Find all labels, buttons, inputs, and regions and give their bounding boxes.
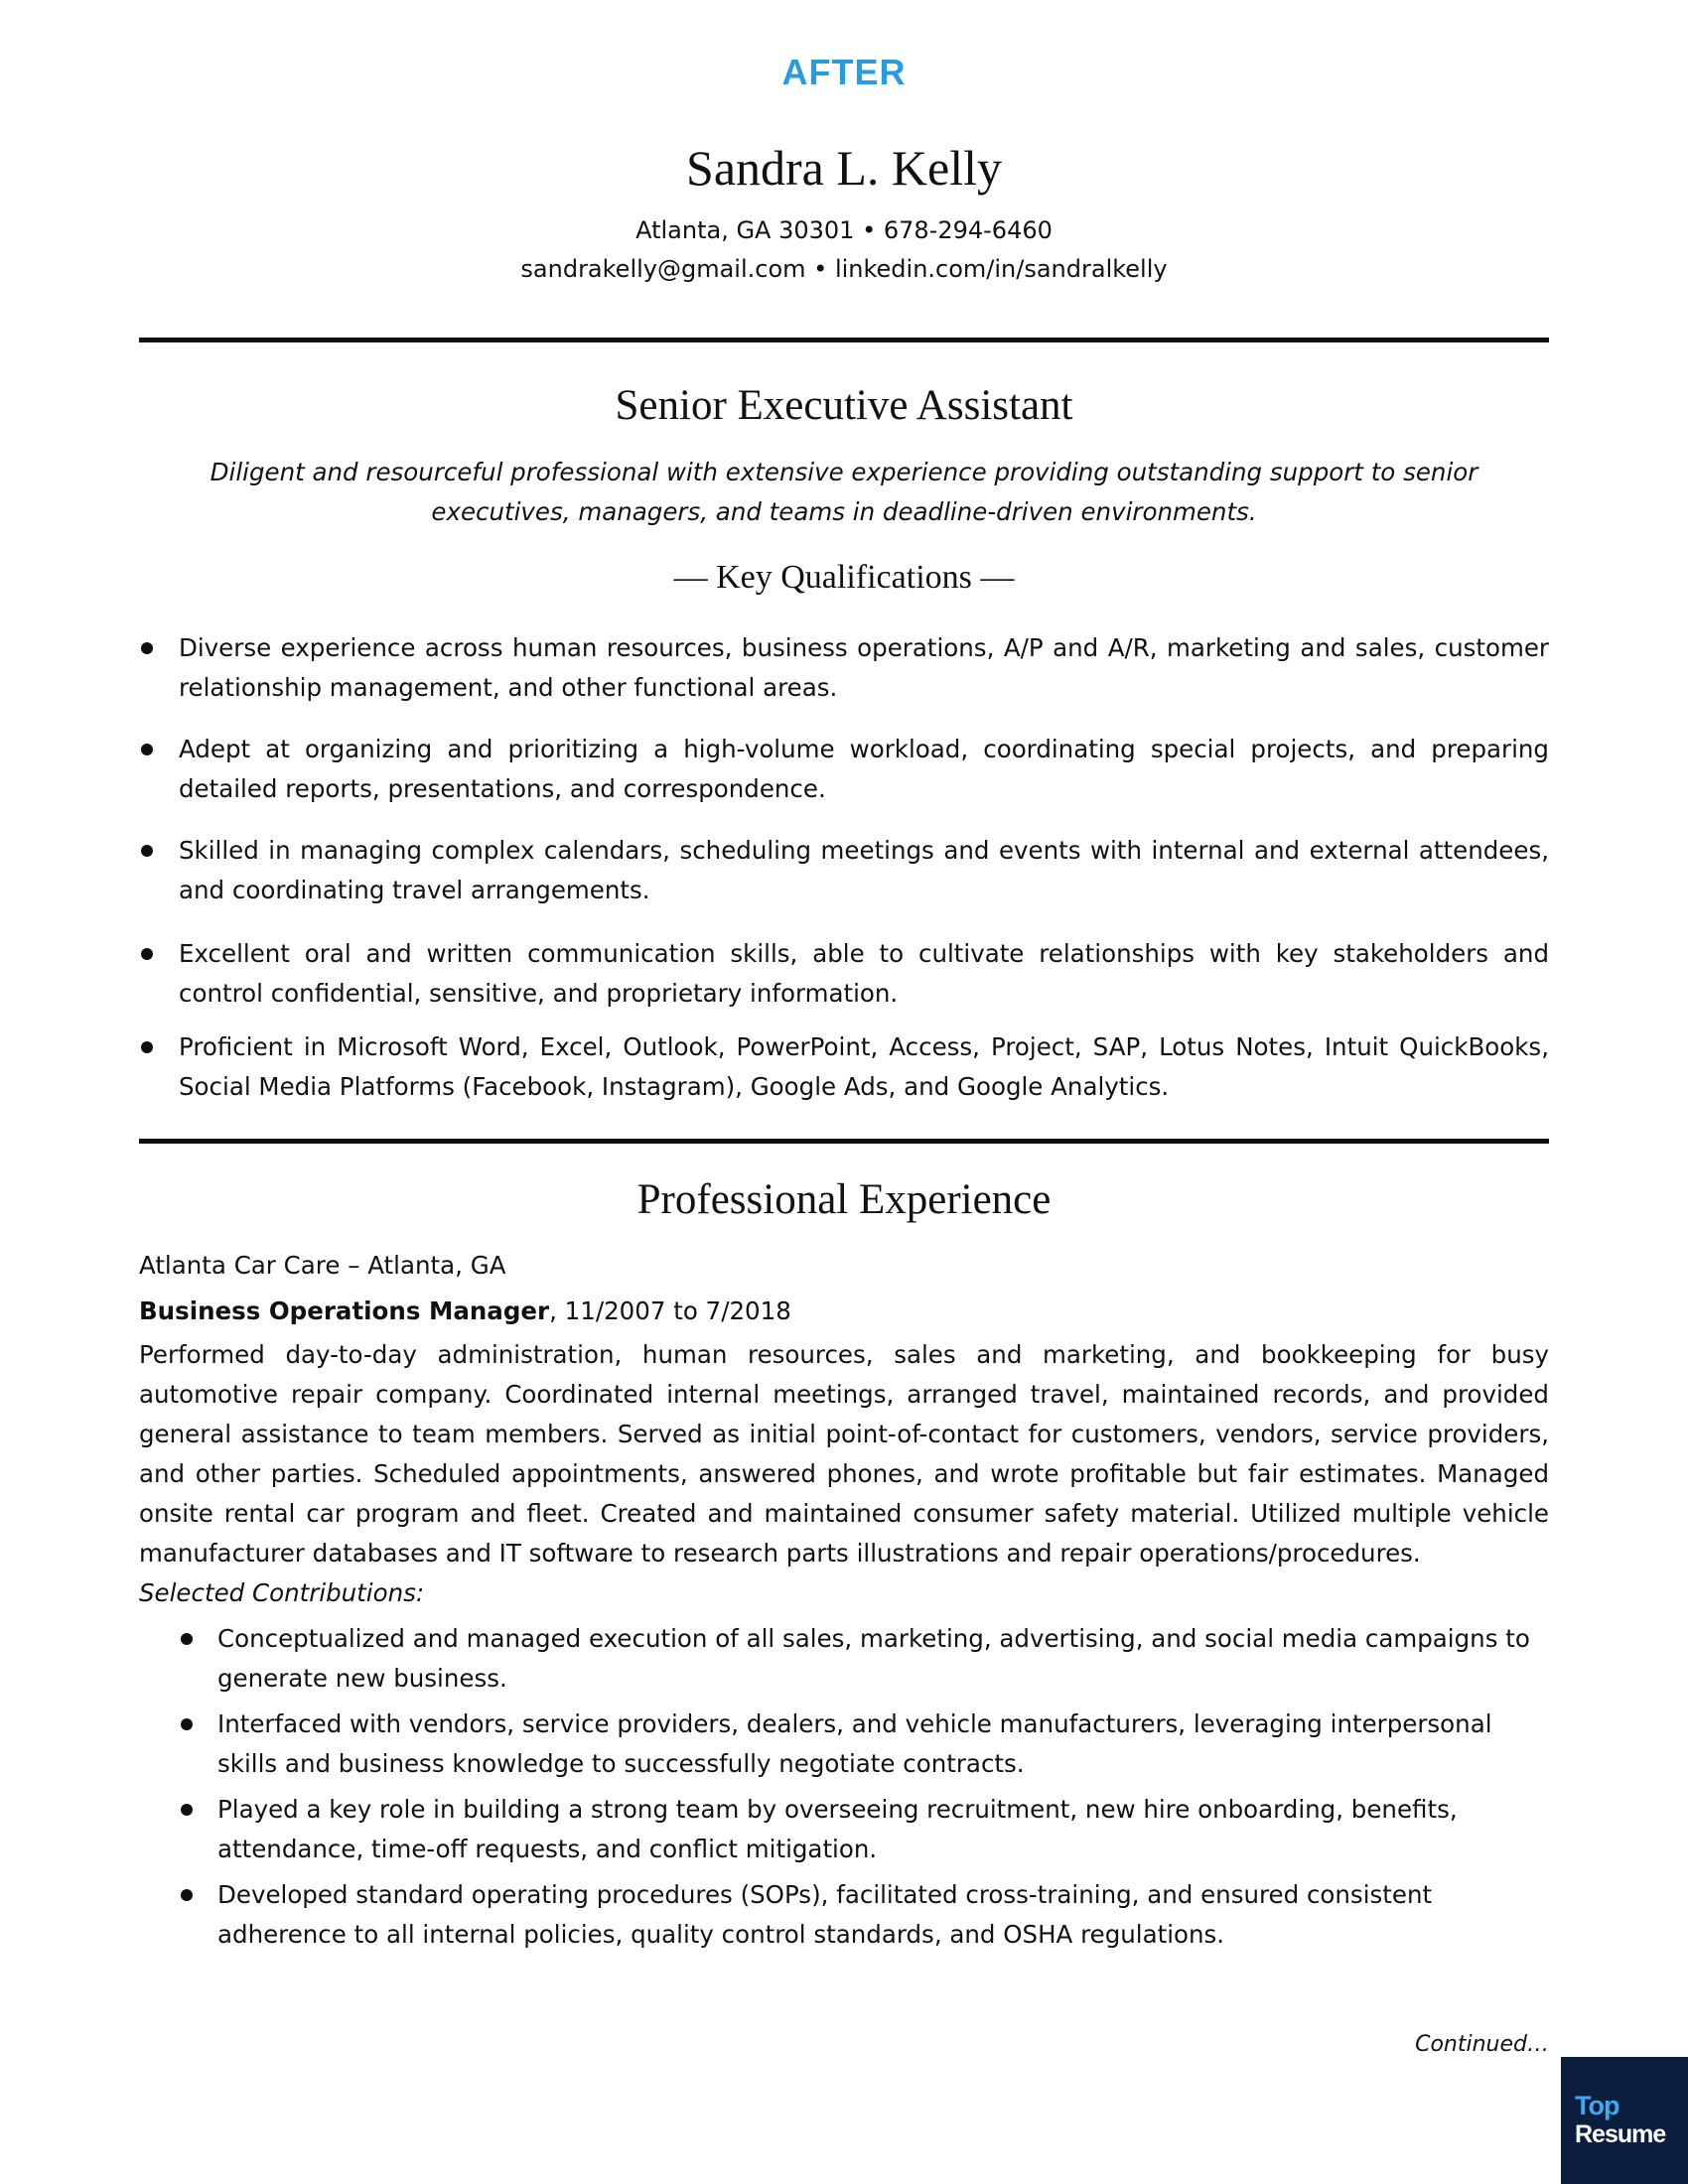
contribution-text: Developed standard operating procedures (SOPs), facilitated cross-training, and ensured consistent adherence to all internal policies, quality control standards, and OSHA regulations. [217,1880,1433,1949]
contact-location-phone: Atlanta, GA 30301 • 678-294-6460 [635,216,1053,244]
contact-email-linkedin: sandrakelly@gmail.com • linkedin.com/in/sandralkelly [520,255,1168,283]
logo-text-resume: Resume [1575,2120,1666,2148]
bullet-icon [141,948,153,960]
qualification-text: Adept at organizing and prioritizing a high-volume workload, coordinating special projects, and preparing detailed reports, presentations, and correspondence. [179,735,1549,803]
contribution-item [139,1875,1549,1955]
contribution-item [139,1705,1549,1784]
key-qualifications-heading: — Key Qualifications — [673,559,1015,596]
qualification-text: Skilled in managing complex calendars, scheduling meetings and events with internal and external attendees, and coordinating travel arrangements. [179,836,1549,904]
topresume-logo [1561,2057,1688,2184]
divider-top [139,338,1549,342]
bullet-icon [181,1889,193,1901]
role-dates: , 11/2007 to 7/2018 [549,1297,791,1325]
experience-title: Professional Experience [636,1176,1052,1223]
continued-note: Continued… [1415,2032,1549,2057]
company-line: Atlanta Car Care – Atlanta, GA [139,1251,506,1280]
qualification-item [139,1027,1549,1107]
qualification-text: Excellent oral and written communication skills, able to cultivate relationships with key stakeholders and control confidential, sensitive, and proprietary information. [179,939,1549,1008]
contribution-item [139,1619,1549,1699]
bullet-icon [141,845,153,857]
qualification-text: Proficient in Microsoft Word, Excel, Outlook, PowerPoint, Access, Project, SAP, Lotus Notes, Intuit QuickBooks, Social Media Platforms (Facebook, Instagram), Google Ads, and Google Analytics. [179,1032,1549,1101]
contribution-text: Played a key role in building a strong team by overseeing recruitment, new hire onboarding, benefits, attendance, time-off requests, and conflict mitigation. [217,1795,1458,1863]
experience-section [139,1246,1549,1961]
qualification-text: Diverse experience across human resources, business operations, A/P and A/R, marketing and sales, customer relationship management, and other functional areas. [179,633,1549,702]
qualification-item [139,730,1549,809]
role-description: Performed day-to-day administration, human resources, sales and marketing, and bookkeeping for busy automotive repair company. Coordinated internal meetings, arranged travel, maintained records, and provided general assistance to team members. Served as initial point-of-contact for customers, vendors, service providers, and other parties. Scheduled appointments, answered phones, and wrote profitable but fair estimates. Managed onsite rental car program and fleet. Created and maintained consumer safety material. Utilized multiple vehicle manufacturer databases and IT software to research parts illustrations and repair operations/procedures. [139,1340,1549,1568]
profile-summary: Diligent and resourceful professional with extensive experience providing outstanding support to senior executives, managers, and teams in deadline-driven environments. [210,458,1478,526]
qualification-item [139,934,1549,1014]
role-line [139,1292,1549,1331]
bullet-icon [181,1633,193,1645]
bullet-icon [141,642,153,654]
bullet-icon [141,1041,153,1053]
qualification-item [139,831,1549,910]
divider-experience [139,1139,1549,1144]
contribution-text: Interfaced with vendors, service providers, dealers, and vehicle manufacturers, leveraging interpersonal skills and business knowledge to successfully negotiate contracts. [217,1709,1492,1778]
bullet-icon [141,744,153,755]
profile-title: Senior Executive Assistant [615,382,1073,429]
bullet-icon [181,1804,193,1816]
bullet-icon [181,1718,193,1730]
qualifications-list [139,628,1549,1107]
contributions-list [139,1619,1549,1955]
after-label: AFTER [781,52,907,92]
candidate-name: Sandra L. Kelly [686,140,1002,196]
qualification-item [139,628,1549,708]
contribution-item [139,1790,1549,1869]
contribution-text: Conceptualized and managed execution of all sales, marketing, advertising, and social media campaigns to generate new business. [217,1624,1530,1693]
logo-text-top: Top [1575,2091,1619,2120]
contributions-label: Selected Contributions: [139,1578,425,1607]
role-title: Business Operations Manager [139,1297,550,1325]
